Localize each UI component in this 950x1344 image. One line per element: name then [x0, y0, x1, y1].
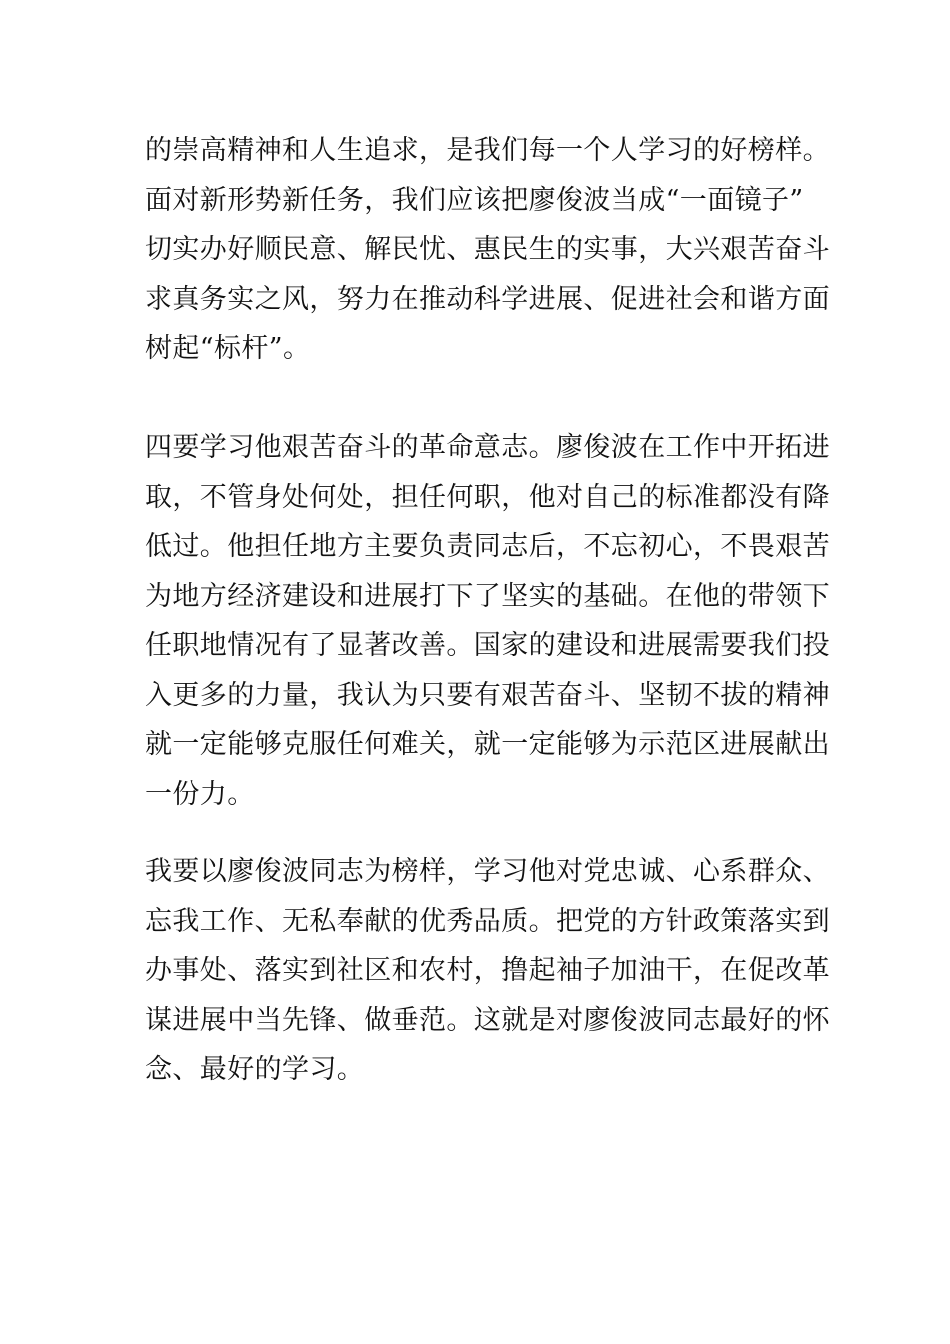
text-line: 任职地情况有了显著改善。国家的建设和进展需要我们投: [145, 630, 830, 661]
text-line: 办事处、落实到社区和农村，撸起袖子加油干，在促改革: [145, 955, 830, 986]
text-line: 四要学习他艰苦奋斗的革命意志。廖俊波在工作中开拓进: [145, 432, 830, 463]
text-line: 切实办好顺民意、解民忧、惠民生的实事，大兴艰苦奋斗: [145, 234, 830, 265]
text-line: 低过。他担任地方主要负责同志后，不忘初心，不畏艰苦: [145, 531, 830, 562]
text-line: 面对新形势新任务，我们应该把廖俊波当成“一面镜子”: [145, 184, 804, 216]
paragraph-2: [145, 423, 830, 819]
text-line: 的崇高精神和人生追求，是我们每一个人学习的好榜样。: [145, 135, 830, 166]
text-line: 念、最好的学习。: [145, 1054, 365, 1085]
text-line: 忘我工作、无私奉献的优秀品质。把党的方针政策落实到: [145, 905, 830, 937]
text-line: 谋进展中当先锋、做垂范。这就是对廖俊波同志最好的怀: [145, 1004, 830, 1036]
text-line: 取，不管身处何处，担任何职，他对自己的标准都没有降: [145, 481, 830, 513]
paragraph-1: [145, 126, 830, 374]
text-line: 为地方经济建设和进展打下了坚实的基础。在他的带领下: [145, 580, 830, 612]
text-line: 就一定能够克服任何难关，就一定能够为示范区进展献出: [145, 729, 830, 760]
text-line: 求真务实之风，努力在推动科学进展、促进社会和谐方面: [145, 283, 830, 315]
text-line: 一份力。: [145, 778, 255, 810]
text-line: 树起“标杆”。: [145, 333, 311, 364]
text-line: 我要以廖俊波同志为榜样，学习他对党忠诚、心系群众、: [145, 856, 830, 887]
text-line: 入更多的力量，我认为只要有艰苦奋斗、坚韧不拔的精神: [145, 679, 830, 711]
paragraph-3: [145, 847, 830, 1095]
